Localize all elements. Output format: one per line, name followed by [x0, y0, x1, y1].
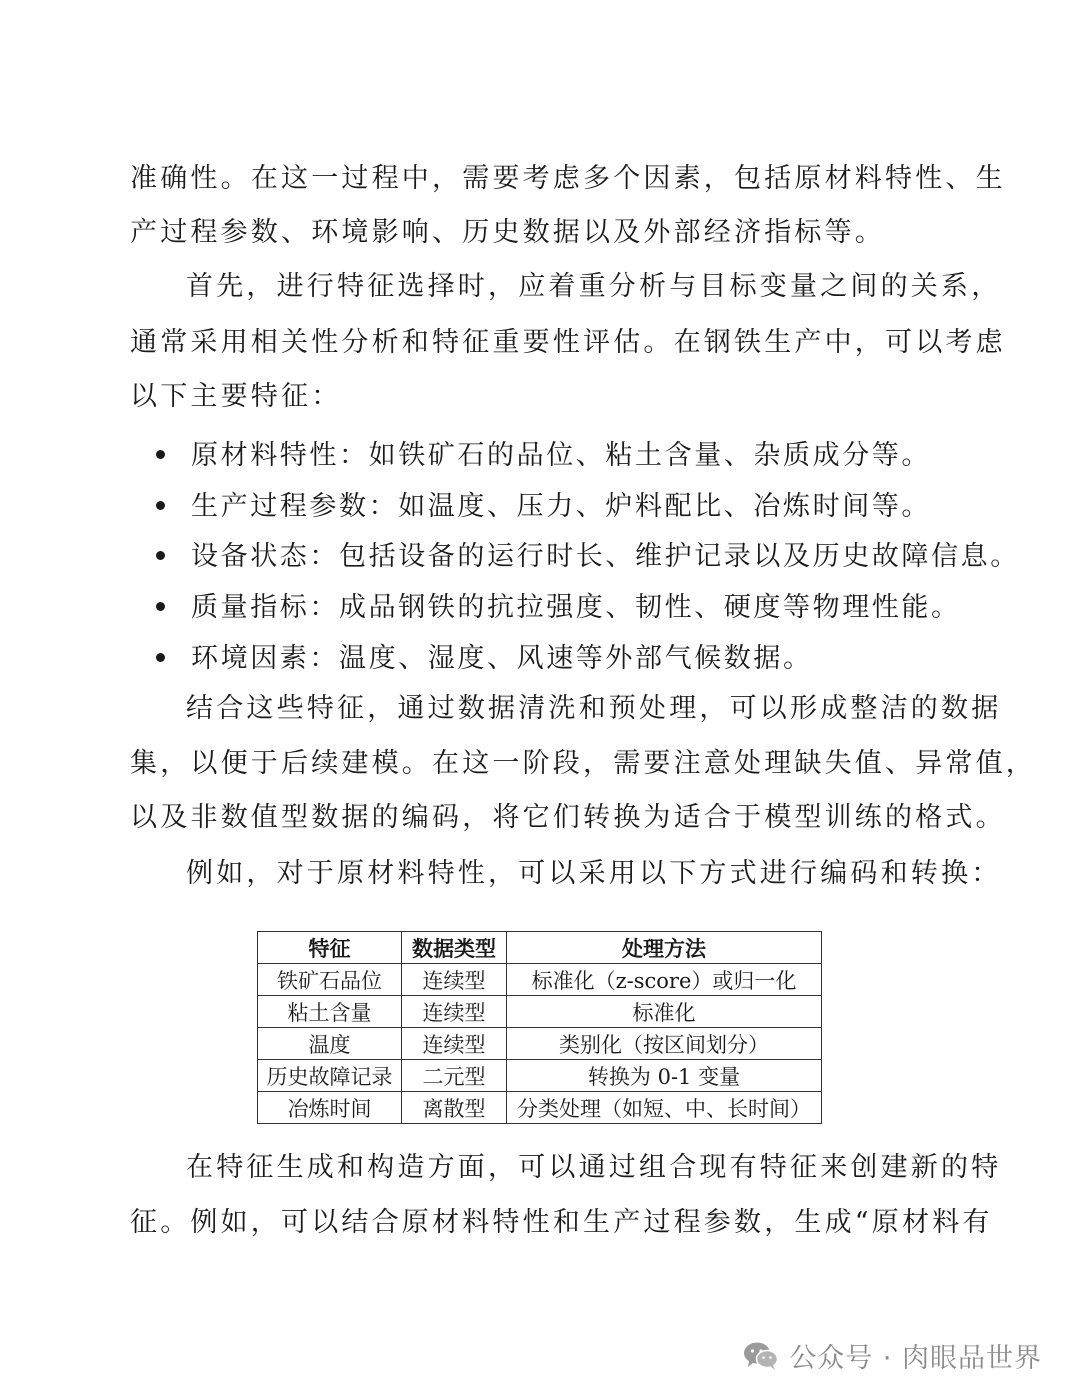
paragraph-line: 通常采用相关性分析和特征重要性评估。在钢铁生产中，可以考虑 [130, 327, 1006, 358]
wechat-watermark [743, 1336, 1042, 1375]
paragraph-line: 征。例如，可以结合原材料特性和生产过程参数，生成“原材料有 [130, 1207, 993, 1238]
bullet-icon [156, 450, 165, 459]
bullet-icon [156, 551, 165, 560]
paragraph-line: 在特征生成和构造方面，可以通过组合现有特征来创建新的特 [186, 1152, 1002, 1183]
list-item [156, 642, 813, 676]
table-cell: 粘土含量 [258, 996, 402, 1028]
list-item-text: 环境因素：温度、湿度、风速等外部气候数据。 [191, 643, 813, 674]
table-header-cell: 特征 [258, 932, 402, 964]
table-cell: 标准化 [507, 996, 822, 1028]
paragraph-line: 首先，进行特征选择时，应着重分析与目标变量之间的关系， [186, 271, 1002, 302]
table-cell: 连续型 [402, 1028, 507, 1060]
paragraph-line: 结合这些特征，通过数据清洗和预处理，可以形成整洁的数据 [186, 693, 1002, 724]
paragraph-line: 准确性。在这一过程中，需要考虑多个因素，包括原材料特性、生 [130, 163, 1006, 194]
table-cell: 历史故障记录 [258, 1060, 402, 1092]
list-item [156, 591, 961, 625]
list-item [156, 540, 1020, 574]
table-cell: 连续型 [402, 964, 507, 996]
bullet-icon [156, 602, 165, 611]
list-item [156, 490, 931, 524]
table-row [258, 1028, 822, 1060]
table-row [258, 996, 822, 1028]
paragraph-line: 以下主要特征： [130, 381, 342, 412]
list-item-text: 质量指标：成品钢铁的抗拉强度、韧性、硬度等物理性能。 [191, 592, 961, 623]
bullet-icon [156, 653, 165, 662]
table-header-row [258, 932, 822, 964]
table-row [258, 964, 822, 996]
table-cell: 连续型 [402, 996, 507, 1028]
paragraph-line: 产过程参数、环境影响、历史数据以及外部经济指标等。 [130, 217, 885, 248]
list-item [156, 439, 931, 473]
table-cell: 分类处理（如短、中、长时间） [507, 1092, 822, 1124]
table-row [258, 1060, 822, 1092]
table-cell: 温度 [258, 1028, 402, 1060]
wechat-icon [743, 1341, 779, 1371]
table-cell: 标准化（z-score）或归一化 [507, 964, 822, 996]
table-cell: 冶炼时间 [258, 1092, 402, 1124]
feature-encoding-table [257, 931, 822, 1124]
paragraph-line: 集，以便于后续建模。在这一阶段，需要注意处理缺失值、异常值， [130, 748, 1036, 779]
watermark-text: 公众号 · 肉眼品世界 [789, 1343, 1042, 1374]
table-cell: 转换为 0-1 变量 [507, 1060, 822, 1092]
table-cell: 离散型 [402, 1092, 507, 1124]
paragraph-line: 例如，对于原材料特性，可以采用以下方式进行编码和转换： [186, 858, 1002, 889]
table-cell: 类别化（按区间划分） [507, 1028, 822, 1060]
paragraph-line: 以及非数值型数据的编码，将它们转换为适合于模型训练的格式。 [130, 802, 1006, 833]
bullet-icon [156, 501, 165, 510]
list-item-text: 原材料特性：如铁矿石的品位、粘土含量、杂质成分等。 [191, 440, 931, 471]
table-cell: 铁矿石品位 [258, 964, 402, 996]
table-header-cell: 处理方法 [507, 932, 822, 964]
table-cell: 二元型 [402, 1060, 507, 1092]
table-row [258, 1092, 822, 1124]
list-item-text: 设备状态：包括设备的运行时长、维护记录以及历史故障信息。 [191, 541, 1020, 572]
table-header-cell: 数据类型 [402, 932, 507, 964]
list-item-text: 生产过程参数：如温度、压力、炉料配比、冶炼时间等。 [191, 491, 931, 522]
